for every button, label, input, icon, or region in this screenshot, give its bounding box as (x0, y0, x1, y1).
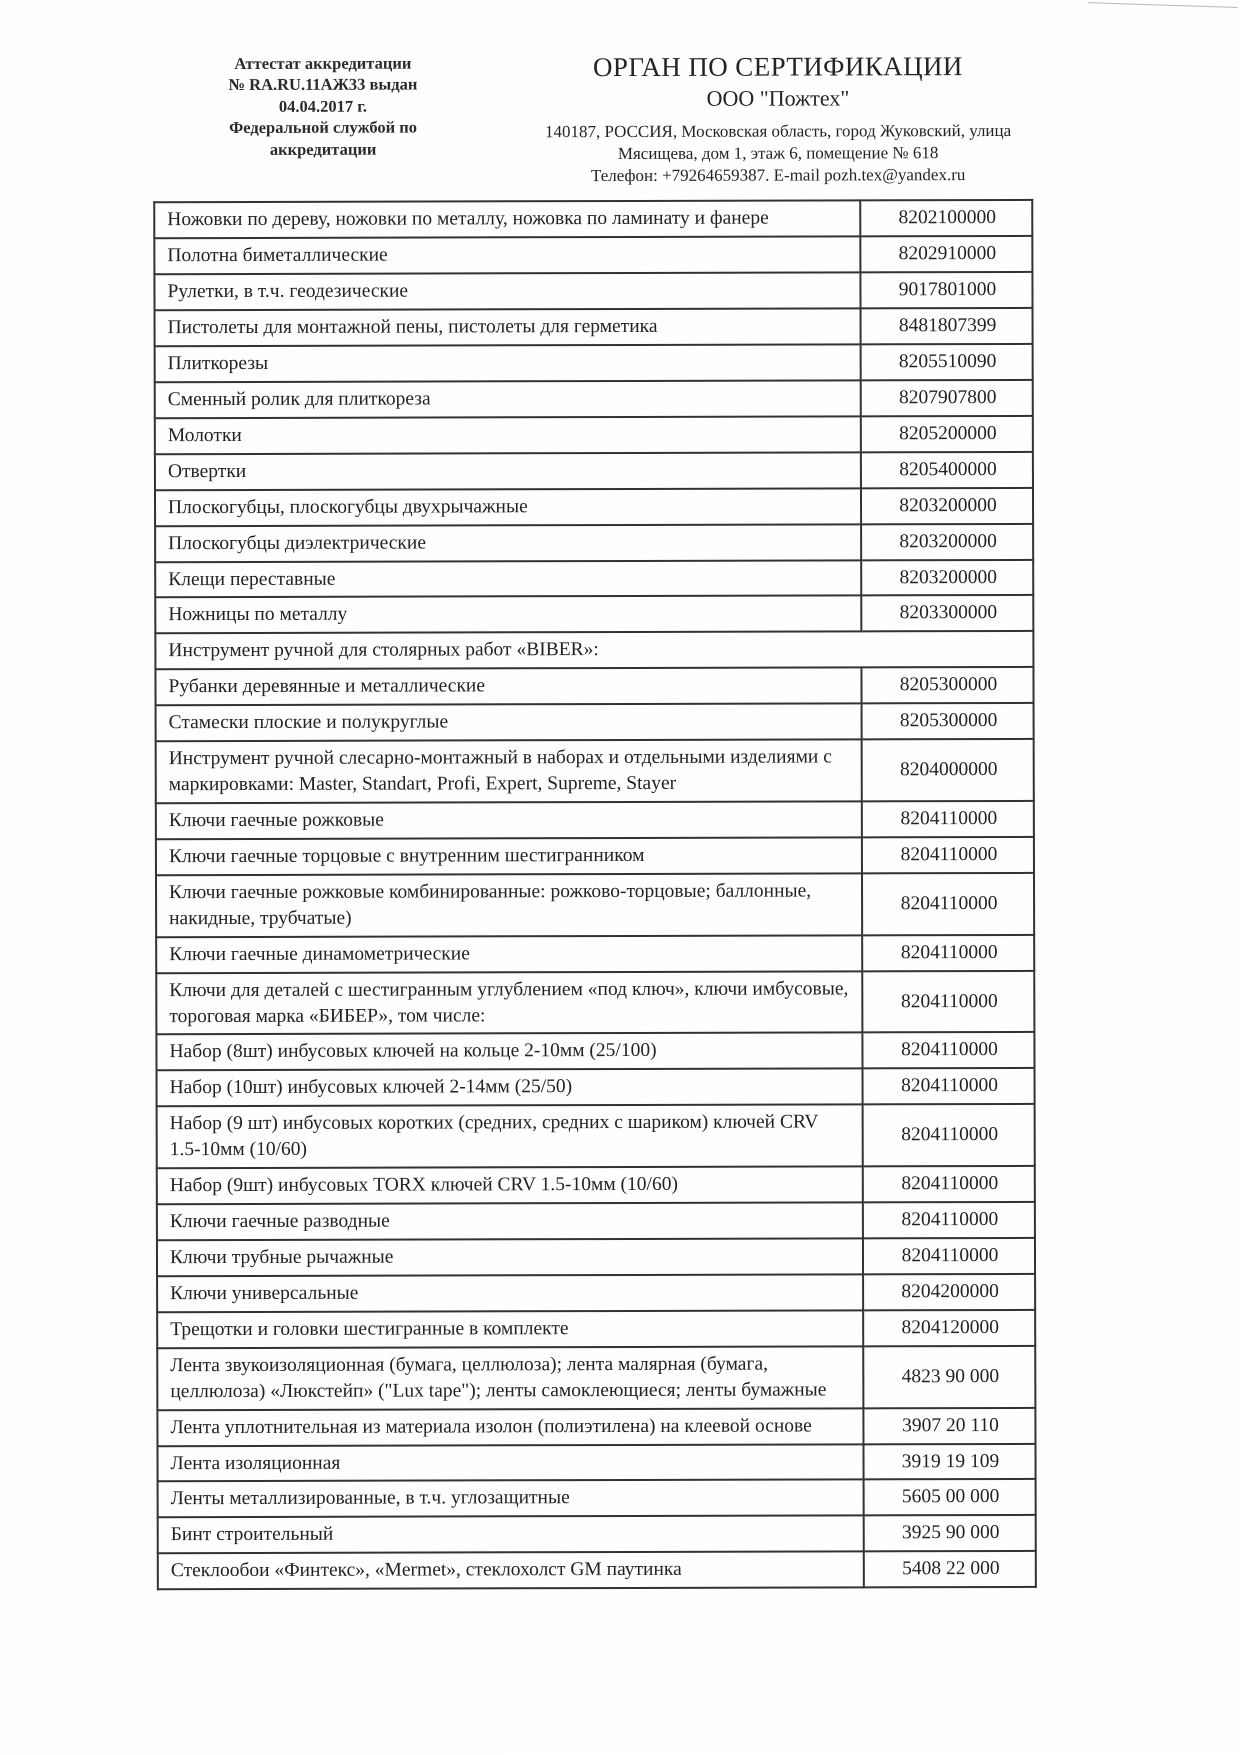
product-code-cell: 8204110000 (862, 837, 1034, 873)
product-code-cell: 8204110000 (863, 1238, 1035, 1274)
product-name-cell: Ленты металлизированные, в т.ч. углозащитные (158, 1480, 864, 1518)
table-row (155, 488, 1033, 526)
product-name-cell: Рулетки, в т.ч. геодезические (154, 273, 860, 311)
table-row (157, 1274, 1035, 1312)
table-row (157, 1310, 1035, 1348)
product-name-cell: Рубанки деревянные и металлические (155, 668, 861, 706)
table-row (157, 1104, 1035, 1168)
table-row (155, 667, 1033, 705)
product-code-cell: 8204110000 (863, 1104, 1035, 1166)
table-row (154, 236, 1032, 274)
organization-name: ООО "Пожтех" (706, 85, 850, 111)
product-code-cell: 8204110000 (863, 1202, 1035, 1238)
product-code-cell: 8204110000 (863, 1068, 1035, 1104)
table-row (155, 344, 1033, 382)
accreditation-line: аккредитации (269, 139, 377, 159)
table-row (156, 837, 1034, 875)
product-name-cell: Полотна биметаллические (154, 237, 860, 275)
product-name-cell: Сменный ролик для плиткореза (155, 380, 861, 418)
product-code-cell: 8204120000 (863, 1310, 1035, 1346)
product-name-cell: Ключи гаечные динамометрические (156, 935, 862, 973)
product-code-cell: 5408 22 000 (864, 1551, 1036, 1587)
table-row (155, 631, 1033, 669)
product-name-cell: Инструмент ручной для столярных работ «BIBER»: (155, 631, 1033, 669)
table-row (157, 1166, 1035, 1204)
product-code-cell: 8202100000 (860, 200, 1032, 236)
product-name-cell: Набор (8шт) инбусовых ключей на кольце 2-10мм (25/100) (156, 1033, 862, 1071)
table-row (157, 1346, 1035, 1410)
table-row (157, 1068, 1035, 1106)
product-code-cell: 8481807399 (861, 308, 1033, 344)
product-name-cell: Ключи гаечные рожковые комбинированные: рожково-торцовые; баллонные, накидные, трубчатые) (156, 873, 862, 937)
product-code-cell: 8205300000 (862, 703, 1034, 739)
product-name-cell: Набор (9шт) инбусовых TORX ключей CRV 1.5-10мм (10/60) (157, 1167, 863, 1205)
product-code-cell: 8203200000 (861, 559, 1033, 595)
document-header (0, 0, 1238, 189)
table-row (156, 703, 1034, 741)
product-code-cell: 5605 00 000 (864, 1479, 1036, 1515)
table-row (156, 971, 1034, 1035)
product-name-cell: Лента звукоизоляционная (бумага, целлюлоза); лента малярная (бумага, целлюлоза) «Люкстейп» ("Lux tape"); ленты самоклеющиеся; ленты бумажные (157, 1346, 863, 1410)
product-name-cell: Молотки (155, 416, 861, 454)
table-row (158, 1551, 1036, 1589)
product-name-cell: Ножовки по дереву, ножовки по металлу, ножовка по ламинату и фанере (154, 201, 860, 239)
product-name-cell: Плоскогубцы диэлектрические (155, 524, 861, 562)
product-name-cell: Лента уплотнительная из материала изолон (полиэтилена) на клеевой основе (157, 1408, 863, 1446)
table-row (155, 524, 1033, 562)
product-code-cell: 8203300000 (861, 595, 1033, 631)
product-code-cell: 3925 90 000 (864, 1515, 1036, 1551)
accreditation-block (183, 52, 463, 160)
product-name-cell: Отвертки (155, 452, 861, 490)
product-name-cell: Ключи гаечные разводные (157, 1202, 863, 1240)
product-code-cell: 8205300000 (861, 667, 1033, 703)
accreditation-line: № RA.RU.11АЖ33 выдан (228, 74, 418, 95)
product-name-cell: Бинт строительный (158, 1516, 864, 1554)
table-row (158, 1479, 1036, 1517)
table-row (157, 1408, 1035, 1446)
table-row (156, 1032, 1034, 1070)
table-row (155, 559, 1033, 597)
table-row (158, 1515, 1036, 1553)
product-code-cell: 3907 20 110 (863, 1408, 1035, 1444)
product-code-cell: 8202910000 (860, 236, 1032, 272)
table-row (155, 308, 1033, 346)
certification-body-block (498, 51, 1058, 188)
product-name-cell: Ключи гаечные рожковые (156, 801, 862, 839)
product-name-cell: Ключи для деталей с шестигранным углублением «под ключ», ключи имбусовые, тороговая марка «БИБЕР», том числе: (156, 971, 862, 1035)
product-code-cell: 4823 90 000 (863, 1346, 1035, 1408)
table-row (157, 1238, 1035, 1276)
product-name-cell: Инструмент ручной слесарно-монтажный в наборах и отдельными изделиями с маркировками: Master, Standart, Profi, Expert, Supreme, Stayer (156, 740, 862, 804)
product-code-cell: 8204110000 (862, 1032, 1034, 1068)
product-name-cell: Лента изоляционная (157, 1444, 863, 1482)
accreditation-line: 04.04.2017 г. (278, 96, 368, 116)
table-row (154, 200, 1032, 238)
product-name-cell: Плиткорезы (155, 344, 861, 382)
product-code-cell: 8204110000 (862, 971, 1034, 1033)
product-code-cell: 8203200000 (861, 488, 1033, 524)
product-code-cell: 8204110000 (862, 935, 1034, 971)
product-name-cell: Ключи трубные рычажные (157, 1238, 863, 1276)
product-code-cell: 8204110000 (862, 801, 1034, 837)
product-code-cell: 8204200000 (863, 1274, 1035, 1310)
product-name-cell: Пистолеты для монтажной пены, пистолеты для герметика (155, 308, 861, 346)
product-name-cell: Стеклообои «Финтекс», «Mermet», стеклохолст GM паутинка (158, 1552, 864, 1590)
table-row (156, 935, 1034, 973)
table-row (157, 1202, 1035, 1240)
product-code-cell: 8204000000 (862, 739, 1034, 801)
table-row (154, 272, 1032, 310)
table-body (154, 200, 1036, 1589)
product-name-cell: Ключи гаечные торцовые с внутренним шестигранником (156, 837, 862, 875)
product-code-cell: 8205400000 (861, 452, 1033, 488)
table-row (155, 380, 1033, 418)
product-name-cell: Стамески плоские и полукруглые (156, 704, 862, 742)
product-code-cell: 8205510090 (861, 344, 1033, 380)
product-name-cell: Клещи переставные (155, 560, 861, 598)
table-row (156, 873, 1034, 937)
table-row (155, 452, 1033, 490)
product-code-cell: 3919 19 109 (863, 1443, 1035, 1479)
table-row (157, 1443, 1035, 1481)
certification-body-title: ОРГАН ПО СЕРТИФИКАЦИИ (592, 51, 963, 83)
product-name-cell: Ножницы по металлу (155, 596, 861, 634)
organization-address-line1: 140187, РОССИЯ, Московская область, город Жуковский, улица (544, 121, 1012, 142)
product-code-cell: 8203200000 (861, 524, 1033, 560)
product-code-cell: 8205200000 (861, 416, 1033, 452)
table-row (155, 595, 1033, 633)
table-row (156, 739, 1034, 803)
product-code-cell: 9017801000 (860, 272, 1032, 308)
accreditation-line: Аттестат аккредитации (234, 53, 412, 74)
product-code-cell: 8204110000 (863, 1166, 1035, 1202)
organization-contact: Телефон: +79264659387. E-mail pozh.tex@yandex.ru (590, 165, 966, 186)
product-code-cell: 8204110000 (862, 873, 1034, 935)
table-row (156, 801, 1034, 839)
product-name-cell: Трещотки и головки шестигранные в комплекте (157, 1310, 863, 1348)
product-name-cell: Ключи универсальные (157, 1274, 863, 1312)
product-name-cell: Плоскогубцы, плоскогубцы двухрычажные (155, 488, 861, 526)
product-name-cell: Набор (10шт) инбусовых ключей 2-14мм (25/50) (157, 1069, 863, 1107)
table-row (155, 416, 1033, 454)
product-name-cell: Набор (9 шт) инбусовых коротких (средних, средних с шариком) ключей CRV 1.5-10мм (10/60) (157, 1105, 863, 1169)
certified-products-table (153, 199, 1037, 1590)
organization-address-line2: Мясищева, дом 1, этаж 6, помещение № 618 (617, 143, 939, 164)
product-code-cell: 8207907800 (861, 380, 1033, 416)
accreditation-line: Федеральной службой по (229, 117, 418, 138)
